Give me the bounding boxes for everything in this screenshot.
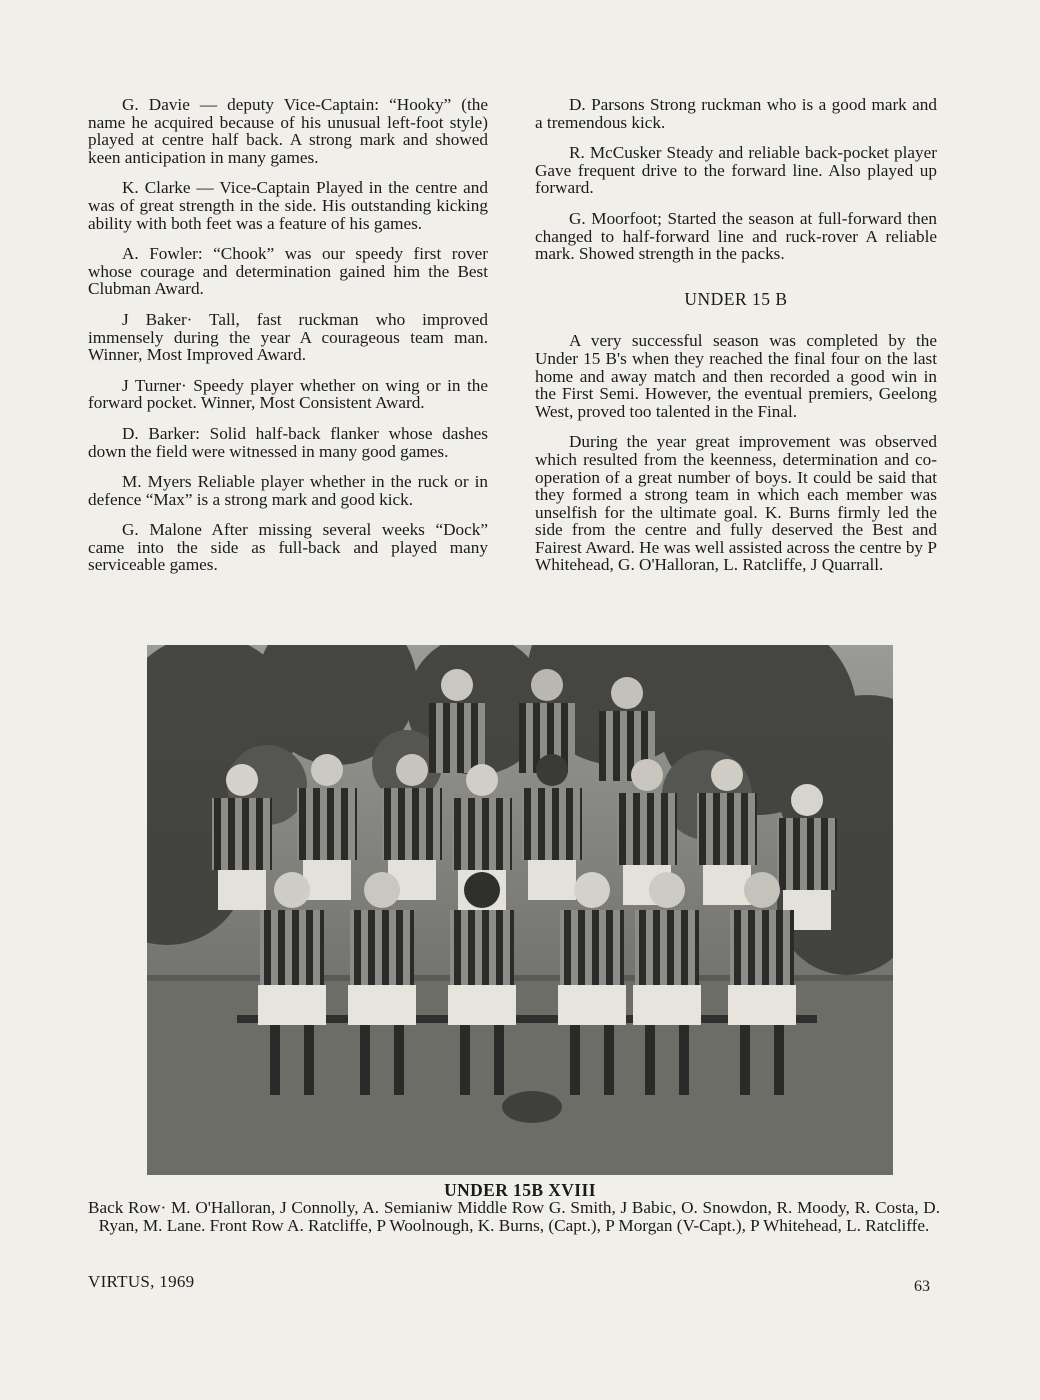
football-icon [502, 1091, 562, 1123]
paragraph-clarke: K. Clarke — Vice-Captain Played in the centre and was of great strength in the side. His outstanding kicking ability with both feet was a feature of his games. [88, 178, 488, 233]
photo-caption-title: UNDER 15B XVIII [444, 1180, 596, 1200]
paragraph-myers: M. Myers Reliable player whether in the ruck or in defence “Max” is a strong mark and good kick. [88, 472, 488, 509]
paragraph-barker: D. Barker: Solid half-back flanker whose dashes down the field were witnessed in many good games. [88, 423, 488, 461]
paragraph-season-summary: A very successful season was completed by the Under 15 B's when they reached the final four on the last home and away match and then recorded a good win in the First Semi. However, the eventual premiers, Geelong West, proved too talented in the Final. [535, 331, 937, 421]
paragraph-parsons: D. Parsons Strong ruckman who is a good mark and a tremendous kick. [535, 95, 937, 132]
section-heading: UNDER 15 B [684, 288, 788, 309]
left-column [88, 96, 488, 587]
page-number: 63 [914, 1278, 930, 1295]
paragraph-baker: J Baker· Tall, fast ruckman who improved immensely during the year A courageous team man. Winner, Most Improved Award. [88, 309, 488, 365]
paragraph-moorfoot: G. Moorfoot; Started the season at full-forward then changed to half-forward line and ruck-rover A reliable mark. Showed strength in the packs. [535, 208, 937, 264]
team-photo [147, 645, 893, 1175]
paragraph-improvement: During the year great improvement was observed which resulted from the keenness, determination and co-operation of a great number of boys. It could be said that they formed a strong team in which each member was unselfish for the ultimate goal. K. Burns firmly led the side from the centre and fully deserved the Best and Fairest Award. He was well assisted across the centre by P Whitehead, G. O'Halloran, L. Ratcliffe, J Quarrall. [535, 432, 937, 575]
paragraph-davie: G. Davie — deputy Vice-Captain: “Hooky” (the name he acquired because of his unusual left-foot style) played at centre half back. A strong mark and showed keen anticipation in many games. [88, 95, 488, 167]
paragraph-fowler: A. Fowler: “Chook” was our speedy first rover whose courage and determination gained him the Best Clubman Award. [88, 244, 488, 299]
paragraph-turner: J Turner· Speedy player whether on wing or in the forward pocket. Winner, Most Consistent Award. [88, 375, 488, 413]
publication-footer: VIRTUS, 1969 [88, 1272, 195, 1291]
right-column [535, 96, 937, 587]
paragraph-mccusker: R. McCusker Steady and reliable back-pocket player Gave frequent drive to the forward line. Also played up forward. [535, 143, 937, 198]
paragraph-malone: G. Malone After missing several weeks “Dock” came into the side as full-back and played many serviceable games. [88, 520, 488, 575]
photo-caption: Back Row· M. O'Halloran, J Connolly, A. Semianiw Middle Row G. Smith, J Babic, O. Snowdon, R. Moody, R. Costa, D. Ryan, M. Lane. Front Row A. Ratcliffe, P Woolnough, K. Burns, (Capt.), P Morgan (V-Capt.), P Whitehead, L. Ratcliffe. [88, 1198, 940, 1235]
